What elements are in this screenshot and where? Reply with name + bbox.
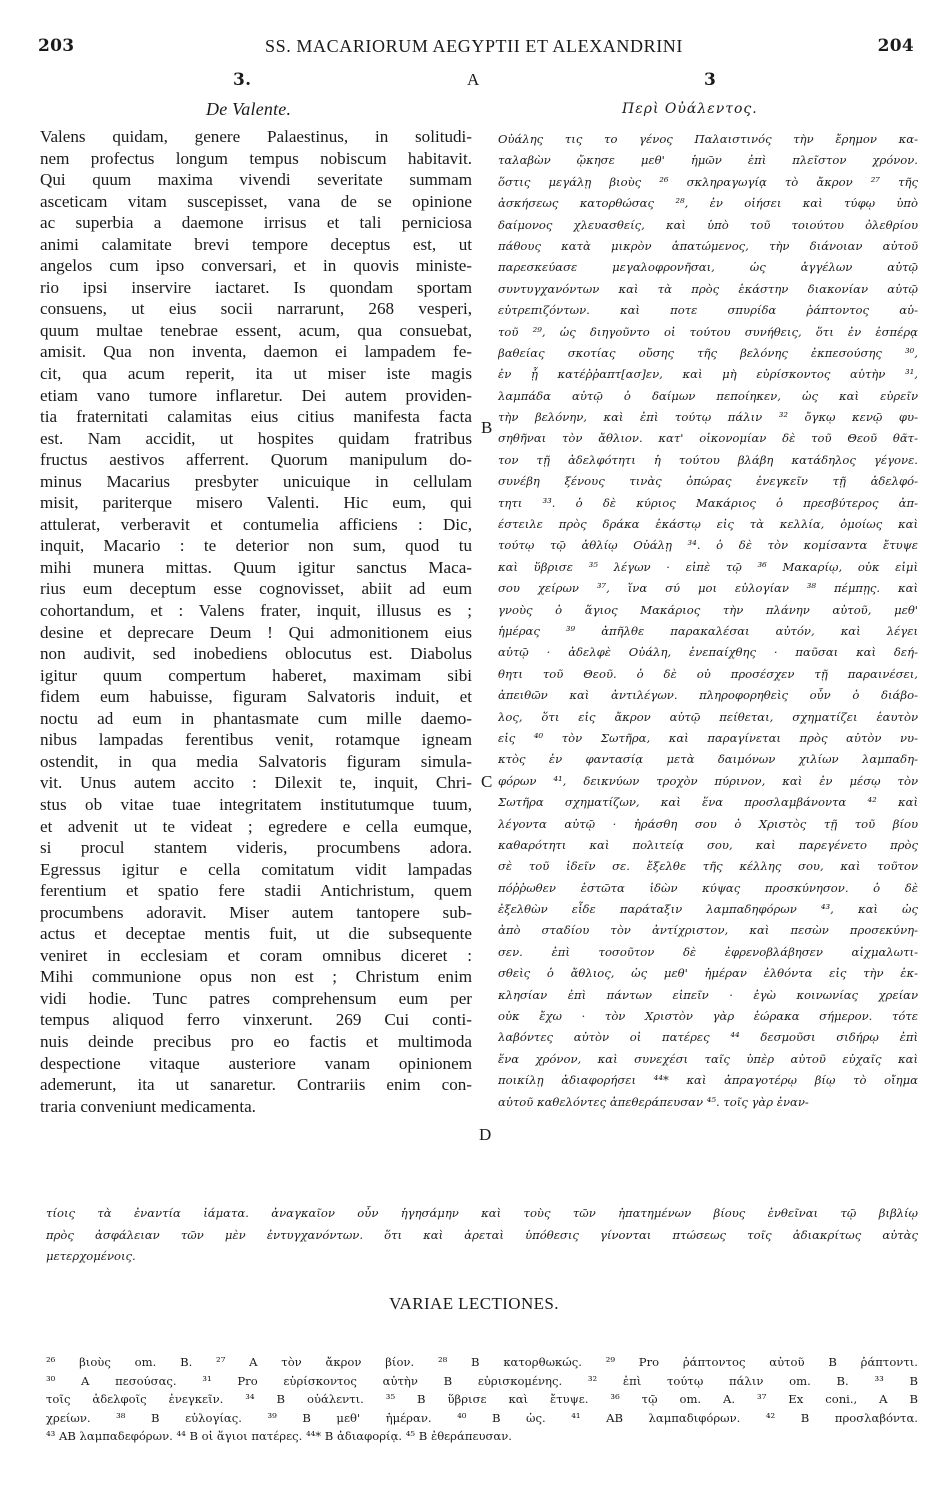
greek-full-line: μετερχομένοις. (46, 1249, 136, 1263)
variant-reading-line: ⁴³ AB λαμπαδεφόρων. ⁴⁴ B οἱ ἅγιοι πατέρες. ⁴⁴* B ἀδιαφορίᾳ. ⁴⁵ B ἐθεράπευσαν. (46, 1429, 512, 1444)
greek-text-line: πόῤῥωθεν ἑστῶτα ἰδὼν κύψας προσκύνησον. ὁ δὲ (498, 880, 918, 895)
greek-text-line: συντυγχανόντων καὶ τὰ πρὸς ἑκάστην διακονίαν αὐτῷ (498, 281, 918, 296)
chapter-number-left: 3. (233, 70, 252, 90)
greek-text-line: γνοὺς ὁ ἅγιος Μακάριος τὴν πλάνην αὐτοῦ, μεθ' (498, 602, 918, 617)
running-title: SS. MACARIORUM AEGYPTII ET ALEXANDRINI (265, 36, 683, 56)
greek-text-line: αὐτοῦ καθελόντες ἀπεθεράπευσαν ⁴⁵. τοῖς γὰρ ἐναν- (498, 1094, 809, 1109)
page-number-left: 203 (38, 36, 75, 56)
greek-full-width-continuation (46, 1203, 918, 1268)
latin-text-line: procumbens adoravit. Miser autem tantopere sub- (40, 902, 472, 922)
greek-text-line: τούτῳ τῷ ἀθλίῳ Οὐάλῃ ³⁴. ὁ δὲ τὸν κομίσαντα ἔτυψε (498, 538, 918, 553)
greek-text-line: τον τῇ ἀδελφότητι ἡ τούτου βλάβη κατάδηλος γέγονε. (498, 452, 918, 467)
latin-text-line: cit, qua acum reperit, ita ut miser iste magis (40, 364, 472, 384)
greek-text-line: σηθῆναι τὸν ἄθλιον. κατ' οἰκονομίαν δὲ τοῦ Θεοῦ θᾶτ- (498, 431, 918, 446)
greek-text-line: τητι ³³. ὁ δὲ κύριος Μακάριος ὁ πρεσβύτερος ἀπ- (498, 495, 918, 510)
latin-text-line: nuis deinde precibus pro eo factis et multimoda (40, 1031, 472, 1051)
latin-text-line: tempus aliquod ferro vinxerunt. 269 Cui conti- (40, 1010, 472, 1030)
latin-text-line: si procul stantem videris, procumbens adora. (40, 838, 472, 858)
latin-text-line: vit. Unus autem accito : Dilexit te, inquit, Chri- (40, 773, 472, 793)
latin-text-line: fructus aestivos afferrent. Quorum manipulum do- (40, 450, 472, 470)
latin-text-line: Valens quidam, genere Palaestinus, in solitudi- (40, 127, 472, 146)
margin-letter-b: B (481, 418, 493, 437)
variant-reading-line: ³⁰ A πεσούσας. ³¹ Pro εὑρίσκοντος αὐτὴν B εὑρισκομένης. ³² ἐπὶ τούτῳ πάλιν om. B. ³³ B (46, 1373, 918, 1388)
latin-text-line: nem profectus longum tempus nobiscum habitavit. (40, 148, 472, 168)
latin-text-line: tia fraternitati calamitas eius citius manifesta facta (40, 407, 472, 427)
greek-text-line: σὲ τοῦ ἰδεῖν σε. ἔξελθε τῆς κέλλης σου, καὶ τοῦτον (498, 859, 918, 874)
latin-text-line: rio ipsi inservire iactaret. Is quondam sportam (40, 277, 472, 297)
latin-text-line: attulerat, verberavit et contumelia afficiens : Dic, (40, 514, 472, 534)
latin-text-line: consuens, ut eius socii narrarunt, 268 vesperi, (40, 299, 472, 319)
variae-lectiones-notes (46, 1353, 918, 1446)
latin-text-line: inquit, Macario : te deterior non sum, quod tu (40, 536, 472, 556)
greek-text-line: φόρων ⁴¹, δεικνύων τροχὸν πύρινον, καὶ ἐν μέσῳ τὸν (498, 773, 918, 788)
latin-text-line: despectione vitaque austeriore vanam opinionem (40, 1053, 472, 1073)
greek-text-line: ταλαβὼν ᾤκησε μεθ' ἡμῶν ἐπὶ πλεῖστον χρόνον. (498, 153, 918, 168)
latin-text-line: actus et deceptae mentis fuit, ut die subsequente (40, 924, 472, 944)
latin-text-line: mihi munera mittas. Quum igitur sanctus Maca- (40, 557, 472, 577)
greek-text-line: καὶ ὕβρισε ³⁵ λέγων · εἰπὲ τῷ ³⁶ Μακαρίῳ, οὐκ εἰμὶ (498, 559, 918, 574)
greek-text-line: βαθείας σκοτίας οὔσης τῆς βελόνης ἐκπεσούσης ³⁰, (498, 345, 918, 360)
latin-text-line: desine et deprecare Deum ! Qui admonitionem eius (40, 622, 472, 642)
latin-text-line: non audivit, sed inobediens oblocutus est. Diabolus (40, 644, 472, 664)
latin-column (40, 126, 472, 1117)
latin-text-line: minus Macarius presbyter unicuique in cellulam (40, 471, 472, 491)
latin-text-line: ademerunt, ita ut sanaretur. Contrariis enim con- (40, 1075, 472, 1095)
greek-text-line: ποικίλῃ ἀδιαφορήσει ⁴⁴* καὶ ἀπραγοτέρῳ βίῳ τὸ οἴημα (498, 1073, 918, 1088)
latin-text-line: veniret in ecclesiam et coram omnibus diceret : (40, 945, 472, 965)
greek-text-line: αὐτῷ · ἀδελφὲ Οὐάλη, ἐνεπαίχθης · παῦσαι καὶ δεή- (498, 645, 918, 660)
latin-text-line: Egressus igitur e cella comitatum vidit lampadas (40, 859, 472, 879)
latin-text-line: traria conveniunt medicamenta. (40, 1096, 256, 1116)
variant-reading-line: χρείων. ³⁸ B εὐλογίας. ³⁹ B μεθ' ἡμέραν. ⁴⁰ B ὡς. ⁴¹ AB λαμπαδιφόρων. ⁴² B προσλαβόντα. (46, 1410, 918, 1425)
greek-text-line: πάθους κατὰ μικρὸν ἀπατώμενος, τὴν διάνοιαν αὐτοῦ (498, 238, 918, 253)
chapter-number-right: 3 (704, 70, 717, 90)
greek-text-line: ἀπὸ σταδίου τὸν ἀντίχριστον, καὶ πεσὼν προσεκύνη- (498, 923, 918, 938)
margin-letter-d: D (479, 1125, 492, 1144)
greek-text-line: λαβόντες αὐτὸν οἱ πατέρες ⁴⁴ δεσμοῦσι σιδήρῳ ἐπὶ (498, 1030, 918, 1045)
latin-text-line: est. Nam accidit, ut hospites quidam fratribus (40, 428, 472, 448)
greek-text-line: συνέβη ξένους τινὰς ὀπώρας ἐνεγκεῖν τῇ ἀδελφό- (498, 474, 918, 489)
greek-text-line: ἐξελθὼν εἶδε παράταξιν λαμπαδηφόρων ⁴³, καὶ ὡς (498, 902, 918, 917)
latin-text-line: noctu ad eum in phantasmate cum mille daemo- (40, 708, 472, 728)
column-marker-a: A (467, 70, 480, 89)
latin-text-line: ferentium et spatio fere stadii Antichristum, quem (40, 881, 472, 901)
greek-text-line: σου χείρων ³⁷, ἵνα σύ μοι εὐλογίαν ³⁸ πέμπῃς. καὶ (498, 581, 918, 596)
latin-text-line: animi calamitate brevi tempore deceptus est, ut (40, 234, 472, 254)
greek-text-line: Οὐάλης τις το γένος Παλαιστινός τὴν ἔρημον κα- (498, 132, 918, 146)
latin-text-line: misit, pariterque misero Valenti. Hic eum, qui (40, 493, 472, 513)
latin-text-line: rius eum deceptum esse cognovisset, abiit ad eum (40, 579, 472, 599)
variae-lectiones-title: VARIAE LECTIONES. (389, 1294, 559, 1313)
greek-text-line: κλησίαν ἐπὶ πάντων εἰπεῖν · ἐγὼ κοινωνίας χρείαν (498, 987, 918, 1002)
greek-text-line: έστειλε πρὸς δράκα ἑκάστῳ εἰς τὰ κελλία, ὁμοίως καὶ (498, 517, 918, 532)
latin-text-line: angelos cum ipso conversari, et in quovis ministe- (40, 256, 472, 276)
greek-text-line: ἀπειθῶν καὶ ἀντιλέγων. πληροφορηθεὶς οὖν ὁ διάβο- (498, 688, 918, 703)
latin-text-line: fidem eum habuisse, figuram Salvatoris induit, et (40, 687, 472, 707)
greek-text-line: εἰς ⁴⁰ τὸν Σωτῆρα, καὶ παραγίνεται πρὸς αὐτὸν νυ- (498, 730, 918, 745)
greek-text-line: θητι τοῦ Θεοῦ. ὁ δὲ οὐ προσέσχεν τῇ παραινέσει, (498, 666, 918, 681)
latin-title: De Valente. (206, 99, 292, 119)
greek-text-line: οὐκ ἔχω · τὸν Χριστὸν γὰρ ἑώρακα σήμερον. τότε (498, 1009, 918, 1024)
greek-text-line: δαίμονος χλευασθείς, καὶ ὑπὸ τοῦ τοιούτου ὀλεθρίου (498, 217, 918, 232)
margin-letter-c: C (481, 772, 493, 791)
greek-full-line: πρὸς ἀσφάλειαν τῶν μὲν ἐντυγχανόντων. ὅτι καὶ ἀρεταὶ ὑπόθεσις γίνονται πτώσεως τοῖς ἀδιακρίτως αὐτὰς (46, 1227, 918, 1242)
greek-text-line: λαμπάδα αὐτῷ ὁ δαίμων πεποίηκεν, ὡς καὶ εὑρεῖν (498, 388, 918, 403)
greek-text-line: λέγοντα αὐτῷ · ἠράσθη σου ὁ Χριστὸς τῇ τοῦ βίου (498, 816, 918, 831)
greek-text-line: σθεὶς ὁ ἄθλιος, ὡς μεθ' ἡμέραν ἐλθόντα εἰς τὴν ἐκ- (498, 966, 918, 981)
greek-text-line: ὅστις μεγάλῃ βιοὺς ²⁶ σκληραγωγίᾳ τὸ ἄκρον ²⁷ τῆς (498, 174, 918, 189)
greek-text-line: κτὸς ἐν φαντασίᾳ μετὰ δαιμόνων χιλίων λαμπαδη- (498, 752, 918, 767)
latin-text-line: ostendit, in qua media Salvatoris figuram simula- (40, 751, 472, 771)
latin-text-line: amisit. Qua non inventa, daemon ei lampadem fe- (40, 342, 472, 362)
latin-text-line: etiam vano tumore inflaretur. Dei autem providen- (40, 385, 472, 405)
greek-text-line: ἡμέρας ³⁹ ἀπῆλθε παρακαλέσαι αὐτόν, καὶ λέγει (498, 623, 918, 638)
greek-text-line: τοῦ ²⁹, ὡς διηγοῦντο οἱ τούτου συνήθεις, ὅτι ἐν ἑσπέρᾳ (498, 324, 918, 339)
latin-text-line: nibus lampadas ferentibus venit, rotamque igneam (40, 730, 472, 750)
greek-text-line: λος, ὅτι εἰς ἄκρον αὐτῷ πείθεται, σχηματίζει ἑαυτὸν (498, 709, 918, 724)
latin-text-line: stus ob vitae tuae integritatem institutumque tuum, (40, 794, 472, 814)
latin-text-line: vidi hodie. Tunc patres comprehensum eum per (40, 988, 472, 1008)
latin-text-line: quum multae tenebrae essent, acum, qua consuebat, (40, 320, 472, 340)
greek-text-line: σεν. ἐπὶ τοσοῦτον δὲ ἐφρενοβλάβησεν αἰχμαλωτι- (498, 944, 918, 959)
greek-text-line: καθαρότητι καὶ πολιτείᾳ σου, καὶ παρεγένετο πρὸς (498, 837, 918, 852)
greek-column (498, 129, 918, 1113)
latin-text-line: cohortandum, et : Valens frater, inquit, illusus es ; (40, 601, 472, 621)
greek-text-line: εὐτρεπιζόντων. καὶ ποτε σπυρίδα ῥάπτοντος αὐ- (498, 303, 918, 318)
latin-text-line: asceticam vitam suscepisset, vana de se opinione (40, 191, 472, 211)
latin-text-line: igitur quum compertum haberet, maximam sibi (40, 665, 472, 685)
greek-text-line: Σωτῆρα σχηματίζων, καὶ ἕνα προσλαμβάνοντα ⁴² καὶ (498, 795, 918, 810)
greek-text-line: ἀσκήσεως κατορθώσας ²⁸, ἐν οἰήσει καὶ τύφῳ ὑπὸ (498, 196, 918, 211)
greek-full-line: τίοις τὰ ἐναντία ἰάματα. ἀναγκαῖον οὖν ἡγησάμην καὶ τοὺς τῶν ἠπατημένων βίους ἐνθεῖναι τῷ βιβλίῳ (46, 1206, 918, 1220)
latin-text-line: Mihi communione opus non est ; Christum enim (40, 967, 472, 987)
variant-reading-line: ²⁶ βιοὺς om. B. ²⁷ A τὸν ἄκρον βίον. ²⁸ B κατορθωκώς. ²⁹ Pro ῥάπτοντος αὐτοῦ B ῥάπτοντι. (46, 1355, 918, 1369)
greek-text-line: παρεσκεύασε μεγαλοφρονῆσαι, ὡς ἀγγέλων αὐτῷ (498, 260, 918, 275)
greek-title: Περὶ Οὐάλεντος. (622, 101, 758, 117)
latin-text-line: ac superbia a daemone irrisus et tali perniciosa (40, 213, 472, 233)
latin-text-line: et advenit ut te videat ; egredere e cella eumque, (40, 816, 472, 836)
greek-text-line: τὴν βελόνην, καὶ ἐπὶ τούτῳ πάλιν ³² ὄγκῳ κενῷ φυ- (498, 410, 918, 425)
greek-text-line: ἕνα χρόνον, καὶ συνεχέσι ταῖς ὑπὲρ αὐτοῦ εὐχαῖς καὶ (498, 1051, 918, 1066)
latin-text-line: Qui quum maxima vivendi severitate summam (40, 170, 472, 190)
variant-reading-line: τοῖς ἀδελφοῖς ἐνεγκεῖν. ³⁴ B οὐάλεντι. ³⁵ B ὕβρισε καὶ ἔτυψε. ³⁶ τῷ om. A. ³⁷ Ex coni., A B (46, 1392, 918, 1407)
greek-text-line: ἐν ᾗ κατέῤῥαπτ[ασ]εν, καὶ μὴ εὑρίσκοντος αὐτὴν ³¹, (498, 367, 918, 382)
page-number-right: 204 (877, 36, 914, 56)
